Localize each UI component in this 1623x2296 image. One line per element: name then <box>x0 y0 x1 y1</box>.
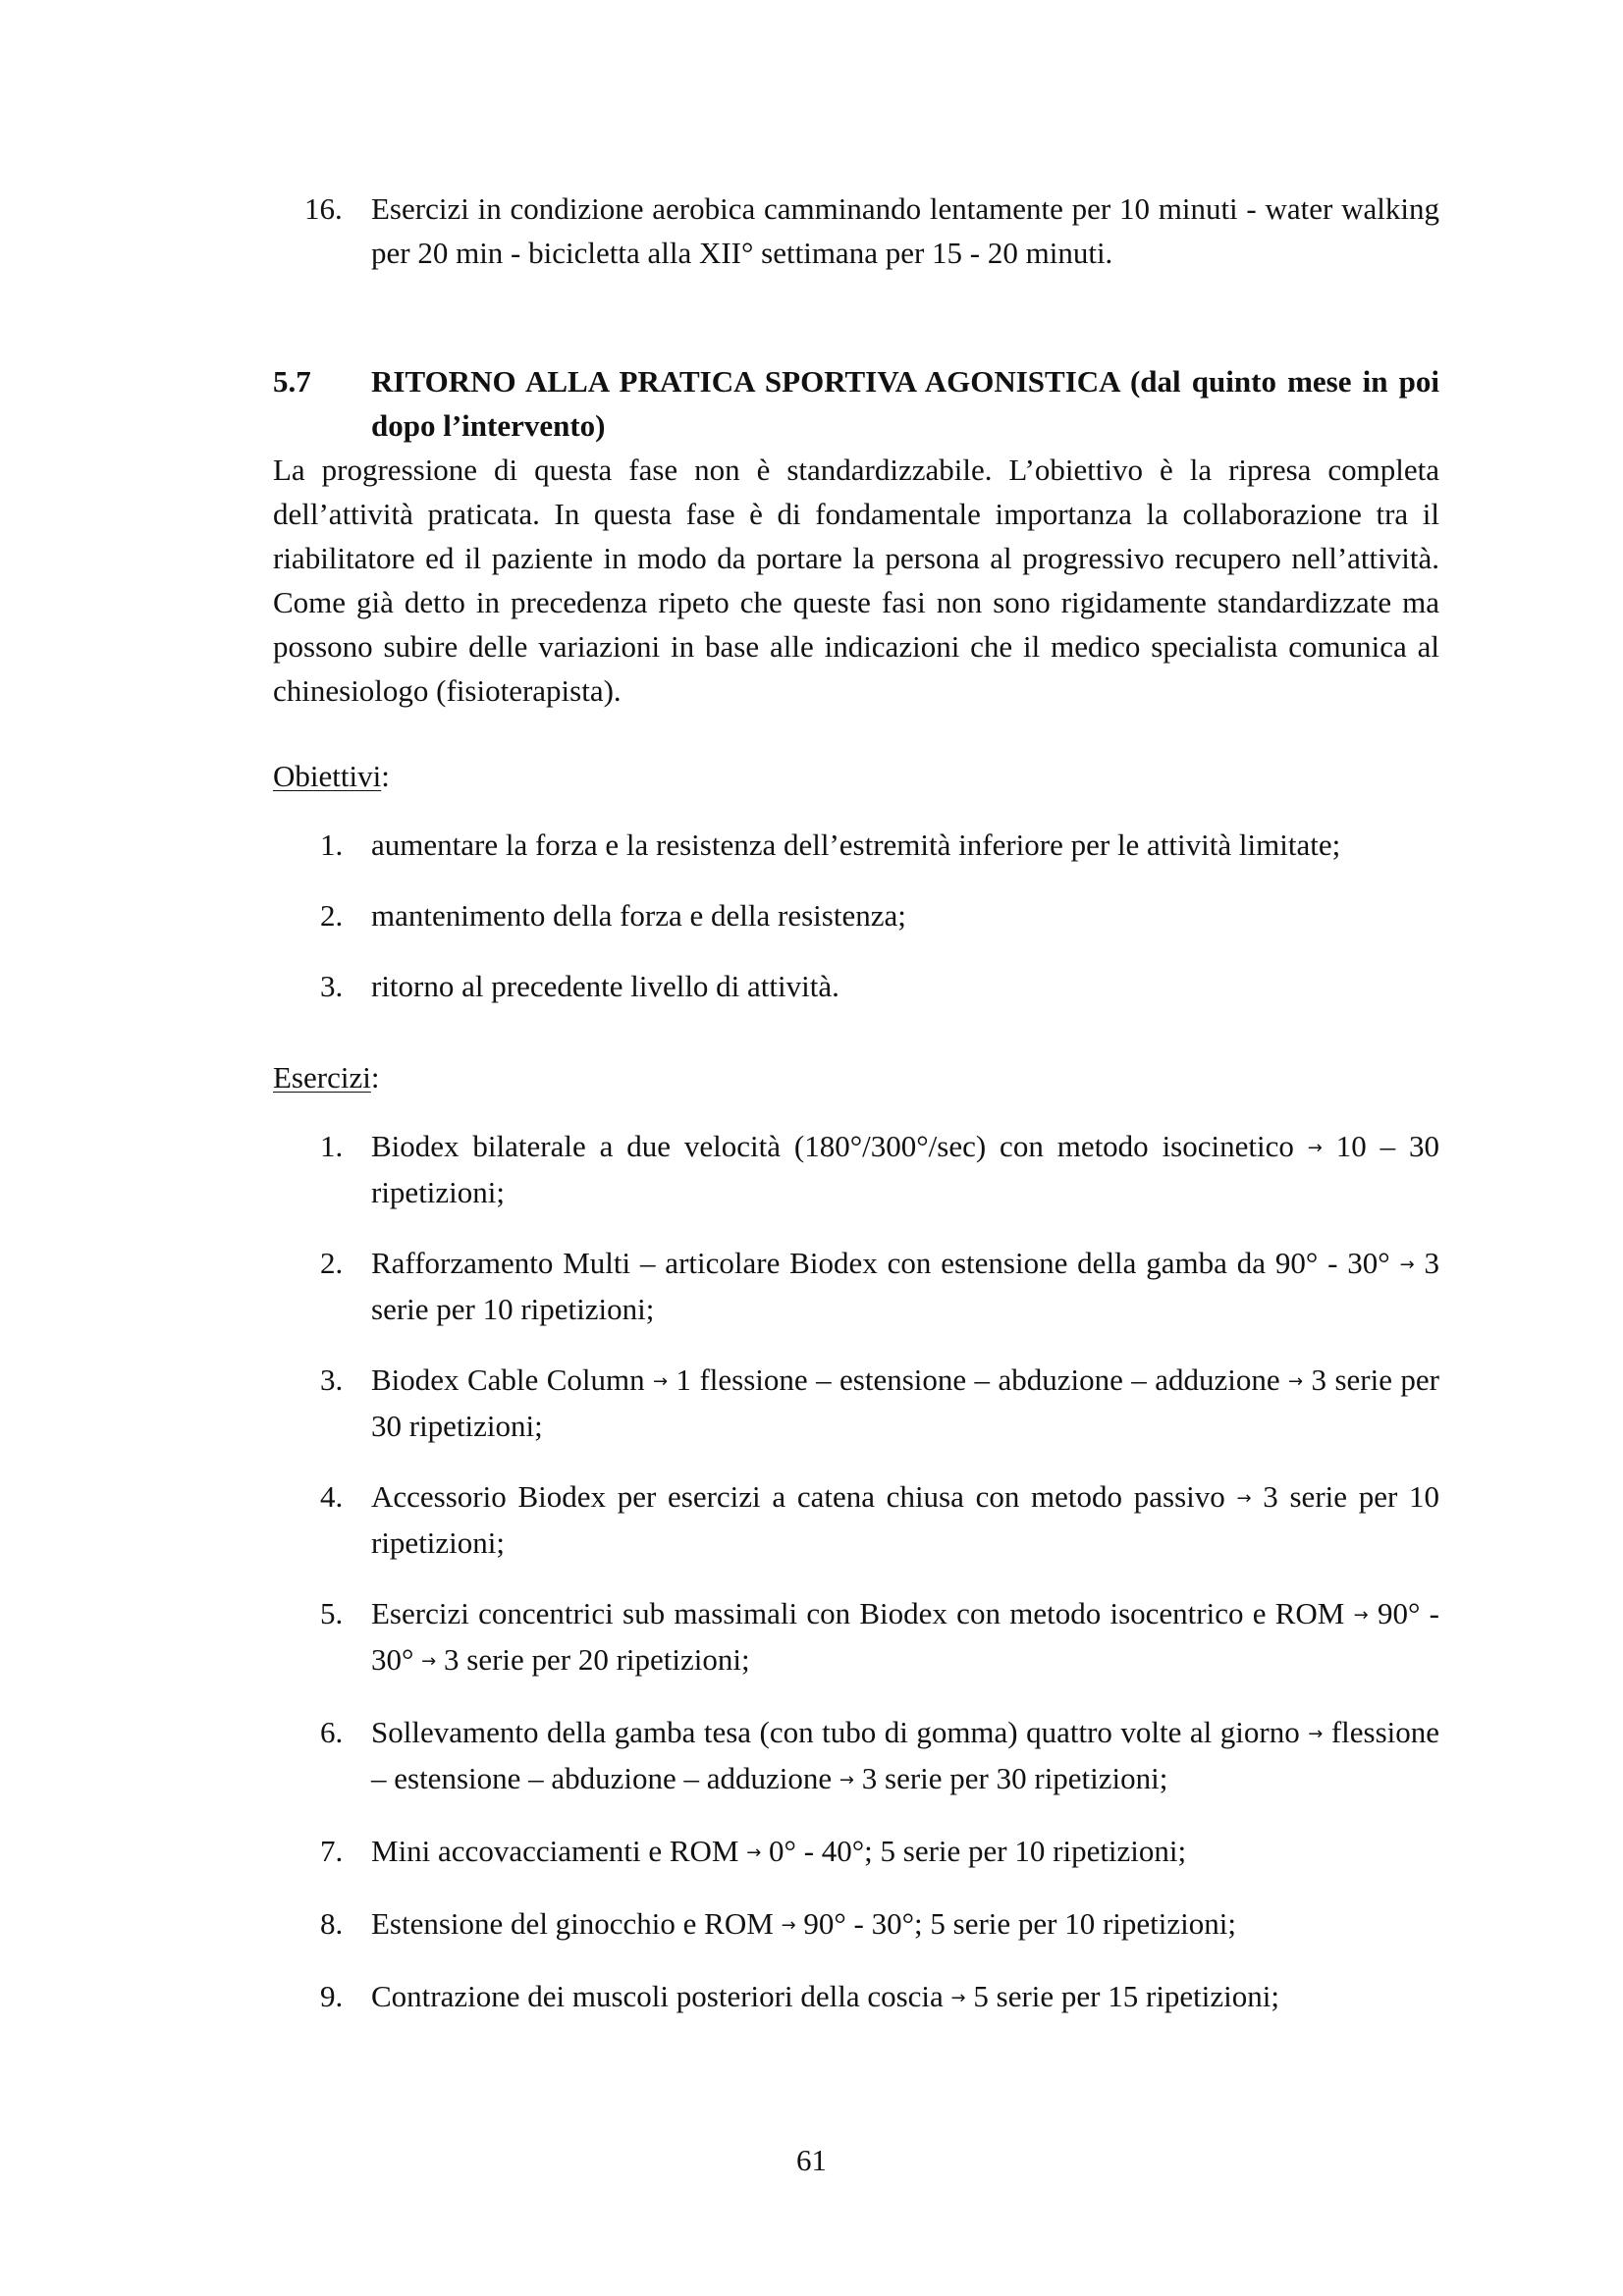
list-item-text-middle: 90° - 30° <box>371 1596 1439 1677</box>
list-item-text-middle: flessione – estensione – abduzione – adduzione <box>371 1715 1440 1795</box>
objectives-heading <box>273 754 1439 798</box>
list-item <box>273 1901 1439 1948</box>
section-title: RITORNO ALLA PRATICA SPORTIVA AGONISTICA (dal quinto mese in poi dopo l’intervento) <box>371 364 1439 443</box>
list-item-text: Sollevamento della gamba tesa (con tubo di gomma) quattro volte al giorno <box>371 1715 1300 1749</box>
arrow-icon: → <box>1236 1488 1252 1509</box>
arrow-icon: → <box>1307 1138 1323 1158</box>
exercises-list <box>273 1124 1439 2020</box>
list-item-text: Esercizi concentrici sub massimali con Biodex con metodo isocentrico e ROM <box>371 1596 1345 1630</box>
list-item-text: Contrazione dei muscoli posteriori della coscia <box>371 1979 944 2013</box>
list-item-text: Mini accovacciamenti e ROM <box>371 1834 739 1868</box>
list-item-number: 3. <box>320 1362 344 1397</box>
list-item-text-after: 10 – 30 ripetizioni; <box>371 1129 1440 1209</box>
list-item-text-after: 5 serie per 15 ripetizioni; <box>973 1979 1280 2013</box>
list-item-text-after: 3 serie per 20 ripetizioni; <box>444 1642 750 1677</box>
list-item-number: 5. <box>320 1596 344 1630</box>
list-item-number: 1. <box>320 1129 344 1163</box>
list-item <box>273 1474 1439 1565</box>
list-item <box>273 1241 1439 1331</box>
list-item <box>273 1591 1439 1683</box>
section-heading <box>273 359 1439 448</box>
arrow-icon: → <box>1288 1371 1304 1392</box>
section-number: 5.7 <box>273 364 311 399</box>
objectives-label: Obiettivi <box>273 759 382 793</box>
arrow-icon: → <box>1308 1724 1324 1744</box>
list-item-number: 16. <box>304 191 343 226</box>
list-item-text: aumentare la forza e la resistenza dell’estremità inferiore per le attività limitate; <box>371 828 1341 862</box>
arrow-icon: → <box>653 1371 669 1392</box>
list-item <box>273 187 1439 275</box>
exercises-heading <box>273 1055 1439 1099</box>
list-item-number: 6. <box>320 1715 344 1749</box>
objectives-colon: : <box>381 759 390 793</box>
list-item-text-middle: 1 flessione – estensione – abduzione – adduzione <box>676 1362 1280 1397</box>
list-item-number: 4. <box>320 1479 344 1514</box>
list-item <box>273 893 1439 937</box>
list-item-number: 7. <box>320 1834 344 1868</box>
list-item-text: mantenimento della forza e della resistenza; <box>371 898 906 933</box>
list-item <box>273 1829 1439 1875</box>
page-number: 61 <box>796 2143 827 2177</box>
list-item-text: Estensione del ginocchio e ROM <box>371 1906 774 1941</box>
section-paragraph: La progressione di questa fase non è standardizzabile. L’obiettivo è la ripresa completa dell’attività praticata. In questa fase è di fondamentale importanza la collaborazione tra il riabilitatore ed il paziente in modo da portare la persona al progressivo recupero nell’attività. Come già detto in precedenza ripeto che queste fasi non sono rigidamente standardizzate ma possono subire delle variazioni in base alle indicazioni che il medico specialista comunica al chinesiologo (fisioterapista). <box>273 453 1439 708</box>
list-item-text-after: 90° - 30°; 5 serie per 10 ripetizioni; <box>803 1906 1237 1941</box>
list-item-text: Biodex bilaterale a due velocità (180°/300°/sec) con metodo isocinetico <box>371 1129 1294 1163</box>
list-item-number: 9. <box>320 1979 344 2013</box>
exercises-label: Esercizi <box>273 1060 371 1095</box>
list-item <box>273 964 1439 1008</box>
list-item-text: Esercizi in condizione aerobica camminando lentamente per 10 minuti - water walking per 20 min - bicicletta alla XII° settimana per 15 - 20 minuti. <box>371 191 1439 270</box>
page-content <box>273 187 1439 2020</box>
exercises-colon: : <box>370 1060 380 1095</box>
list-item <box>273 1124 1439 1214</box>
arrow-icon: → <box>421 1651 437 1672</box>
arrow-icon: → <box>746 1842 762 1863</box>
list-item-text-after: 3 serie per 30 ripetizioni; <box>861 1761 1168 1795</box>
list-item-number: 8. <box>320 1906 344 1941</box>
list-item-text: ritorno al precedente livello di attività. <box>371 969 839 1003</box>
list-item-text-after: 3 serie per 10 ripetizioni; <box>371 1479 1440 1560</box>
list-item <box>273 1710 1439 1802</box>
list-item <box>273 1358 1439 1448</box>
list-item-number: 1. <box>320 828 344 862</box>
arrow-icon: → <box>950 1988 966 2008</box>
arrow-icon: → <box>1399 1255 1415 1275</box>
list-item <box>273 1974 1439 2020</box>
list-item-text: Rafforzamento Multi – articolare Biodex con estensione della gamba da 90° - 30° <box>371 1246 1390 1280</box>
list-item-text-after: 3 serie per 30 ripetizioni; <box>371 1362 1439 1443</box>
objectives-list <box>273 823 1439 1008</box>
list-item-number: 2. <box>320 898 344 933</box>
arrow-icon: → <box>1353 1605 1369 1626</box>
list-item-text-after: 3 serie per 10 ripetizioni; <box>371 1246 1440 1326</box>
list-item <box>273 823 1439 867</box>
arrow-icon: → <box>781 1915 796 1936</box>
list-item-number: 2. <box>320 1246 344 1280</box>
arrow-icon: → <box>839 1770 855 1790</box>
list-item-text-after: 0° - 40°; 5 serie per 10 ripetizioni; <box>769 1834 1187 1868</box>
list-item-number: 3. <box>320 969 344 1003</box>
list-item-text: Accessorio Biodex per esercizi a catena chiusa con metodo passivo <box>371 1479 1225 1514</box>
list-item-text: Biodex Cable Column <box>371 1362 645 1397</box>
